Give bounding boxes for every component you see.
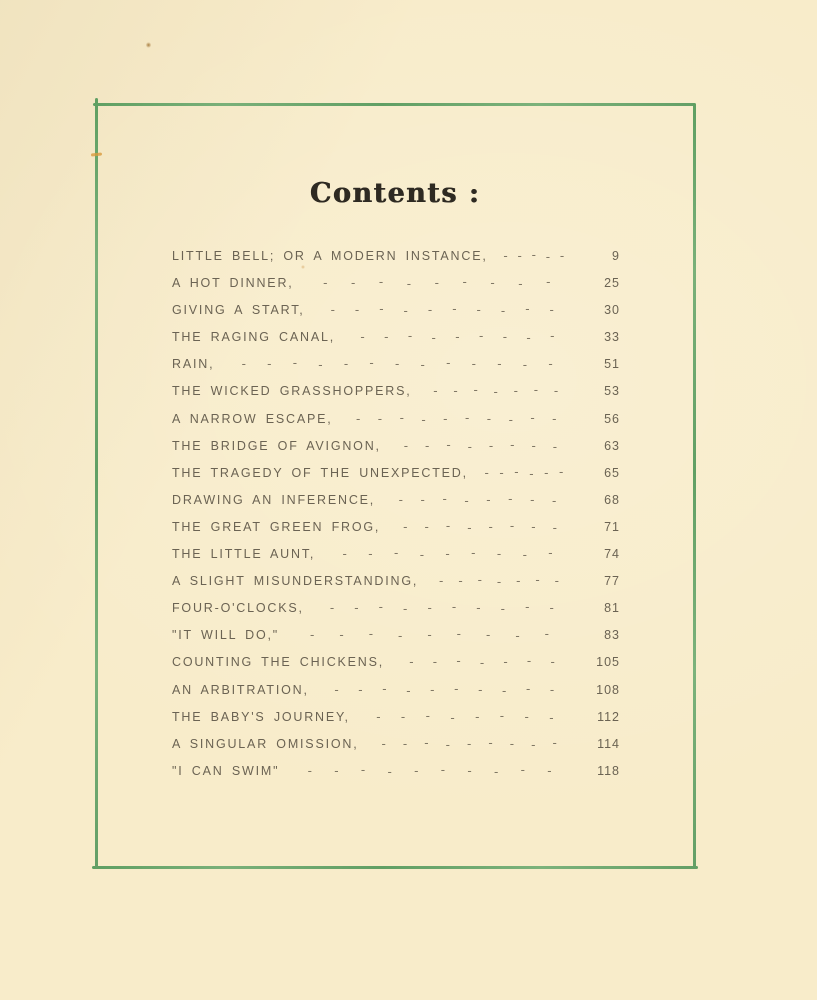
leader-dash: - — [530, 409, 535, 425]
leader-dash: - — [350, 275, 356, 291]
leader-dash: - — [544, 626, 549, 642]
leader-dash: - — [554, 573, 559, 589]
leader-dash: - — [530, 491, 535, 507]
paper-speck — [146, 42, 151, 48]
entry-leader-dashes — [285, 627, 574, 642]
leader-dash: - — [267, 356, 272, 372]
leader-dash: - — [329, 600, 335, 616]
entry-page-number: 65 — [604, 465, 620, 480]
leader-dash: - — [382, 680, 387, 696]
entry-leader-dashes — [364, 736, 574, 751]
leader-dash: - — [509, 517, 515, 533]
leader-dash: - — [533, 382, 539, 398]
leader-dash: - — [471, 356, 476, 372]
leader-dash: - — [467, 519, 472, 535]
leader-dash: - — [550, 328, 555, 344]
contents-entry — [172, 546, 620, 573]
leader-dash: - — [355, 410, 361, 426]
leader-dash: - — [339, 627, 344, 643]
leader-dash: - — [409, 654, 414, 670]
leader-dash: - — [464, 409, 470, 425]
entry-page-number: 74 — [604, 547, 620, 562]
leader-dash: - — [486, 627, 491, 643]
leader-dash: - — [526, 653, 532, 669]
leader-dash: - — [486, 491, 491, 507]
leader-dash: - — [547, 762, 552, 778]
leader-dash: - — [475, 708, 480, 724]
leader-dash: - — [399, 409, 404, 425]
leader-dash: - — [488, 734, 493, 750]
contents-entry — [172, 275, 620, 302]
leader-dash: - — [522, 547, 527, 563]
contents-entry — [172, 573, 620, 600]
leader-dash: - — [516, 573, 521, 589]
entry-page-number: 68 — [604, 492, 620, 507]
entry-leader-dashes — [321, 546, 574, 561]
leader-dash: - — [343, 356, 349, 372]
entry-leader-dashes — [220, 356, 574, 371]
leader-dash: - — [471, 545, 476, 561]
leader-dash: - — [453, 383, 458, 399]
leader-dash: - — [342, 546, 347, 562]
entry-title: A NARROW ESCAPE, — [172, 411, 333, 426]
leader-dash: - — [439, 573, 444, 589]
leader-dash: - — [398, 628, 403, 644]
leader-dash: - — [548, 545, 553, 561]
leader-dash: - — [446, 436, 451, 452]
leader-dash: - — [467, 735, 472, 751]
leader-dash: - — [559, 463, 564, 479]
leader-dash: - — [531, 247, 536, 262]
entry-leader-dashes — [315, 682, 574, 697]
leader-dash: - — [424, 518, 429, 534]
entry-page-number: 114 — [597, 736, 620, 751]
leader-dash: - — [358, 681, 363, 697]
leader-dash: - — [524, 708, 529, 724]
entry-page-number: 9 — [612, 249, 620, 263]
entry-leader-dashes — [310, 600, 574, 615]
leader-dash: - — [548, 356, 553, 372]
leader-dash: - — [462, 274, 467, 290]
leader-dash: - — [502, 682, 507, 698]
leader-dash: - — [500, 303, 506, 319]
entry-page-number: 83 — [604, 628, 620, 643]
entry-leader-dashes — [424, 573, 574, 588]
entry-title: RAIN, — [172, 357, 215, 372]
leader-dash: - — [443, 410, 448, 426]
leader-dash: - — [549, 600, 554, 616]
leader-dash: - — [552, 438, 558, 454]
paper-speck — [301, 265, 305, 269]
leader-dash: - — [354, 302, 360, 318]
entry-page-number: 56 — [604, 411, 620, 426]
entry-leader-dashes — [300, 275, 574, 290]
leader-dash: - — [387, 763, 392, 779]
leader-dash: - — [514, 463, 519, 479]
leader-dash: - — [442, 490, 447, 506]
leader-dash: - — [402, 735, 408, 751]
leader-dash: - — [508, 490, 513, 506]
entry-page-number: 81 — [604, 601, 620, 616]
entry-title: A SLIGHT MISUNDERSTANDING, — [172, 574, 419, 589]
entry-page-number: 77 — [604, 574, 620, 589]
border-line-top — [93, 103, 695, 106]
contents-entry — [172, 736, 620, 763]
leader-dash: - — [476, 302, 481, 318]
leader-dash: - — [323, 275, 328, 291]
entry-title: "IT WILL DO," — [172, 628, 280, 643]
entry-page-number: 71 — [604, 519, 620, 534]
leader-dash: - — [549, 709, 554, 725]
leader-dash: - — [551, 492, 557, 508]
entry-title: GIVING A START, — [172, 303, 305, 318]
border-line-bottom — [92, 866, 698, 869]
border-line-right — [693, 103, 696, 869]
entry-title: THE BRIDGE OF AVIGNON, — [172, 438, 381, 453]
leader-dash: - — [502, 329, 508, 345]
leader-dash: - — [559, 248, 565, 263]
leader-dash: - — [503, 248, 508, 263]
leader-dash: - — [450, 709, 455, 725]
entry-title: AN ARBITRATION, — [172, 682, 309, 697]
entry-title: THE BABY'S JOURNEY, — [172, 709, 350, 724]
entry-title: FOUR-O'CLOCKS, — [172, 601, 304, 616]
leader-dash: - — [531, 736, 536, 752]
leader-dash: - — [427, 302, 433, 318]
entry-leader-dashes — [285, 763, 574, 778]
leader-dash: - — [381, 735, 386, 751]
leader-dash: - — [360, 761, 366, 777]
contents-entry — [172, 492, 620, 519]
leader-dash: - — [400, 708, 406, 724]
leader-dash: - — [517, 248, 522, 263]
entry-page-number: 105 — [596, 655, 620, 670]
leader-dash: - — [421, 411, 426, 427]
leader-dash: - — [520, 761, 525, 777]
leader-dash: - — [552, 519, 557, 535]
entry-page-number: 118 — [597, 763, 620, 778]
leader-dash: - — [510, 436, 515, 452]
leader-dash: - — [427, 627, 432, 643]
leader-dash: - — [456, 626, 462, 642]
leader-dash: - — [433, 383, 438, 399]
leader-dash: - — [368, 546, 373, 562]
contents-entry — [172, 302, 620, 329]
entry-leader-dashes — [311, 302, 574, 317]
leader-dash: - — [473, 382, 478, 398]
leader-dash: - — [484, 464, 489, 480]
leader-dash: - — [406, 276, 412, 292]
leader-dash: - — [525, 301, 530, 317]
leader-dash: - — [513, 383, 518, 399]
leader-dash: - — [479, 655, 485, 671]
contents-list — [172, 248, 620, 790]
leader-dash: - — [476, 600, 481, 616]
contents-entry — [172, 682, 620, 709]
leader-dash: - — [531, 437, 536, 453]
page-title: Contents : — [309, 178, 481, 209]
leader-dash: - — [379, 301, 384, 317]
leader-dash: - — [515, 628, 520, 644]
entry-leader-dashes — [381, 492, 574, 507]
leader-dash: - — [403, 518, 408, 534]
contents-entry — [172, 519, 620, 546]
leader-dash: - — [478, 681, 483, 697]
leader-dash: - — [451, 599, 457, 615]
leader-dash: - — [440, 761, 446, 777]
leader-dash: - — [546, 274, 551, 290]
leader-dash: - — [432, 654, 438, 670]
leader-dash: - — [508, 411, 513, 427]
leader-dash: - — [241, 356, 246, 372]
leader-dash: - — [425, 437, 430, 453]
leader-dash: - — [456, 653, 461, 669]
leader-dash: - — [467, 438, 472, 454]
leader-dash: - — [420, 357, 425, 373]
leader-dash: - — [493, 384, 498, 400]
leader-dash: - — [394, 356, 400, 372]
border-line-left — [95, 98, 98, 868]
entry-title: A HOT DINNER, — [172, 276, 294, 291]
leader-dash: - — [509, 735, 515, 751]
paper-speck — [91, 152, 102, 156]
leader-dash: - — [464, 492, 469, 508]
leader-dash: - — [452, 301, 457, 317]
leader-dash: - — [488, 437, 494, 453]
leader-dash: - — [552, 734, 557, 750]
entry-title: THE RAGING CANAL, — [172, 330, 336, 345]
entry-leader-dashes — [386, 519, 574, 534]
contents-entry — [172, 438, 620, 465]
leader-dash: - — [378, 274, 384, 290]
entry-title: THE LITTLE AUNT, — [172, 547, 316, 562]
leader-dash: - — [424, 734, 429, 750]
entry-page-number: 51 — [604, 357, 620, 372]
entry-title: DRAWING AN INFERENCE, — [172, 492, 376, 507]
leader-dash: - — [458, 573, 463, 589]
leader-dash: - — [310, 627, 315, 643]
leader-dash: - — [496, 546, 502, 562]
leader-dash: - — [318, 357, 323, 373]
leader-dash: - — [526, 330, 531, 346]
leader-dash: - — [496, 574, 502, 590]
contents-entry — [172, 600, 620, 627]
leader-dash: - — [307, 762, 312, 778]
entry-title: COUNTING THE CHICKENS, — [172, 655, 385, 670]
leader-dash: - — [529, 465, 534, 481]
leader-dash: - — [499, 464, 504, 480]
leader-dash: - — [393, 545, 399, 561]
leader-dash: - — [486, 410, 492, 426]
entry-page-number: 30 — [604, 303, 620, 318]
entry-leader-dashes — [474, 465, 574, 480]
leader-dash: - — [434, 275, 439, 291]
leader-dash: - — [403, 437, 409, 453]
leader-dash: - — [467, 762, 472, 778]
leader-dash: - — [549, 681, 555, 697]
entry-title: THE TRAGEDY OF THE UNEXPECTED, — [172, 465, 468, 480]
leader-dash: - — [403, 303, 408, 319]
leader-dash: - — [503, 654, 508, 670]
leader-dash: - — [477, 572, 482, 588]
contents-entry — [172, 248, 620, 275]
leader-dash: - — [522, 357, 528, 373]
leader-dash: - — [431, 330, 436, 346]
leader-dash: - — [378, 599, 383, 615]
leader-dash: - — [419, 547, 425, 563]
entry-page-number: 63 — [604, 438, 620, 453]
leader-dash: - — [500, 601, 506, 617]
leader-dash: - — [292, 355, 298, 371]
leader-dash: - — [406, 682, 411, 698]
leader-dash: - — [493, 763, 499, 779]
leader-dash: - — [330, 302, 335, 318]
leader-dash: - — [535, 572, 540, 588]
contents-entry — [172, 356, 620, 383]
leader-dash: - — [420, 491, 425, 507]
entry-leader-dashes — [390, 654, 574, 669]
leader-dash: - — [427, 600, 432, 616]
leader-dash: - — [549, 302, 554, 318]
entry-title: THE GREAT GREEN FROG, — [172, 519, 381, 534]
entry-leader-dashes — [341, 329, 574, 344]
leader-dash: - — [552, 410, 557, 426]
leader-dash: - — [525, 599, 530, 615]
contents-entry — [172, 763, 620, 790]
leader-dash: - — [354, 600, 359, 616]
entry-title: A SINGULAR OMISSION, — [172, 736, 359, 751]
entry-page-number: 108 — [596, 682, 620, 697]
contents-entry — [172, 627, 620, 654]
leader-dash: - — [525, 680, 531, 696]
entry-title: THE WICKED GRASSHOPPERS, — [172, 384, 412, 399]
leader-dash: - — [407, 328, 413, 344]
entry-page-number: 53 — [604, 384, 620, 399]
leader-dash: - — [445, 546, 450, 562]
leader-dash: - — [369, 355, 374, 371]
leader-dash: - — [403, 601, 408, 617]
entry-title: LITTLE BELL; OR A MODERN INSTANCE, — [172, 249, 488, 263]
entry-page-number: 112 — [597, 709, 620, 724]
leader-dash: - — [531, 518, 536, 534]
contents-entry — [172, 465, 620, 492]
entry-leader-dashes — [387, 438, 574, 453]
leader-dash: - — [454, 680, 459, 696]
leader-dash: - — [398, 491, 403, 507]
leader-dash: - — [368, 626, 374, 642]
leader-dash: - — [414, 762, 419, 778]
entry-leader-dashes — [418, 383, 574, 398]
leader-dash: - — [377, 410, 383, 426]
entry-page-number: 33 — [604, 330, 620, 345]
entry-leader-dashes — [356, 709, 574, 724]
entry-leader-dashes — [339, 411, 574, 426]
entry-leader-dashes — [494, 248, 574, 263]
leader-dash: - — [545, 249, 551, 264]
contents-entry — [172, 709, 620, 736]
contents-entry — [172, 654, 620, 681]
contents-entry — [172, 329, 620, 356]
leader-dash: - — [445, 517, 451, 533]
contents-entry — [172, 411, 620, 438]
entry-title: "I CAN SWIM" — [172, 763, 280, 778]
leader-dash: - — [478, 328, 484, 344]
leader-dash: - — [376, 708, 381, 724]
leader-dash: - — [553, 383, 559, 399]
leader-dash: - — [446, 355, 451, 371]
leader-dash: - — [544, 464, 549, 480]
leader-dash: - — [334, 681, 339, 697]
contents-entry — [172, 383, 620, 410]
leader-dash: - — [518, 276, 523, 292]
leader-dash: - — [490, 275, 495, 291]
leader-dash: - — [384, 329, 389, 345]
leader-dash: - — [430, 681, 435, 697]
leader-dash: - — [334, 762, 339, 778]
leader-dash: - — [550, 654, 555, 670]
leader-dash: - — [497, 356, 502, 372]
entry-page-number: 25 — [604, 276, 620, 291]
leader-dash: - — [425, 707, 430, 723]
leader-dash: - — [488, 518, 493, 534]
leader-dash: - — [360, 329, 365, 345]
leader-dash: - — [445, 736, 450, 752]
leader-dash: - — [499, 707, 505, 723]
leader-dash: - — [455, 329, 460, 345]
